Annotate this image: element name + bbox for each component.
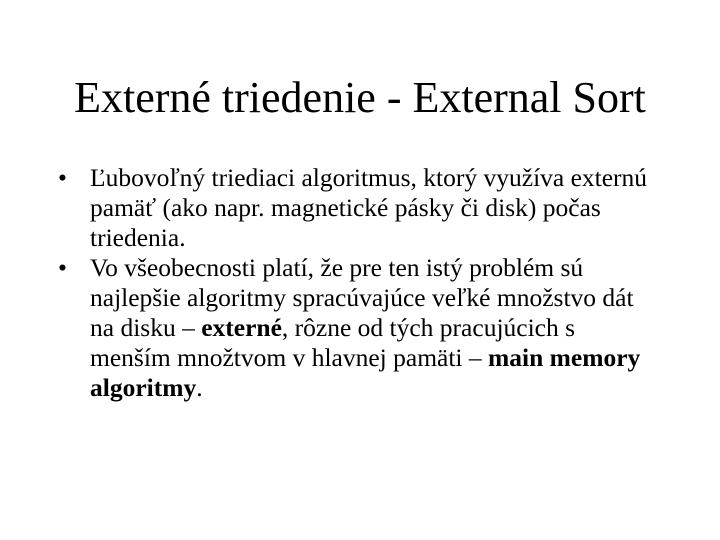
bullet-item [58, 253, 658, 403]
bullet-text: . [196, 373, 203, 402]
bullet-list [58, 163, 658, 403]
bold-term-externe: externé [201, 313, 282, 342]
bullet-text: Vo všeobecnosti platí, že pre ten istý problém sú najlepšie algoritmy spracúvajúce veľké množstvo dát na disku – [90, 253, 634, 342]
bullet-marker: • [58, 163, 67, 192]
bullet-text: , rôzne od tých pracujúcich s menším množtvom v hlavnej pamäti – [90, 313, 576, 372]
slide-title: Externé triedenie - External Sort [74, 73, 646, 122]
bullet-text: Ľubovoľný triediaci algoritmus, ktorý využíva externú pamäť (ako napr. magnetické pásky či disk) počas triedenia. [90, 163, 648, 252]
bullet-item [58, 163, 658, 253]
bold-term-main-memory: main memory algoritmy [90, 343, 641, 402]
bullet-marker: • [58, 253, 67, 282]
